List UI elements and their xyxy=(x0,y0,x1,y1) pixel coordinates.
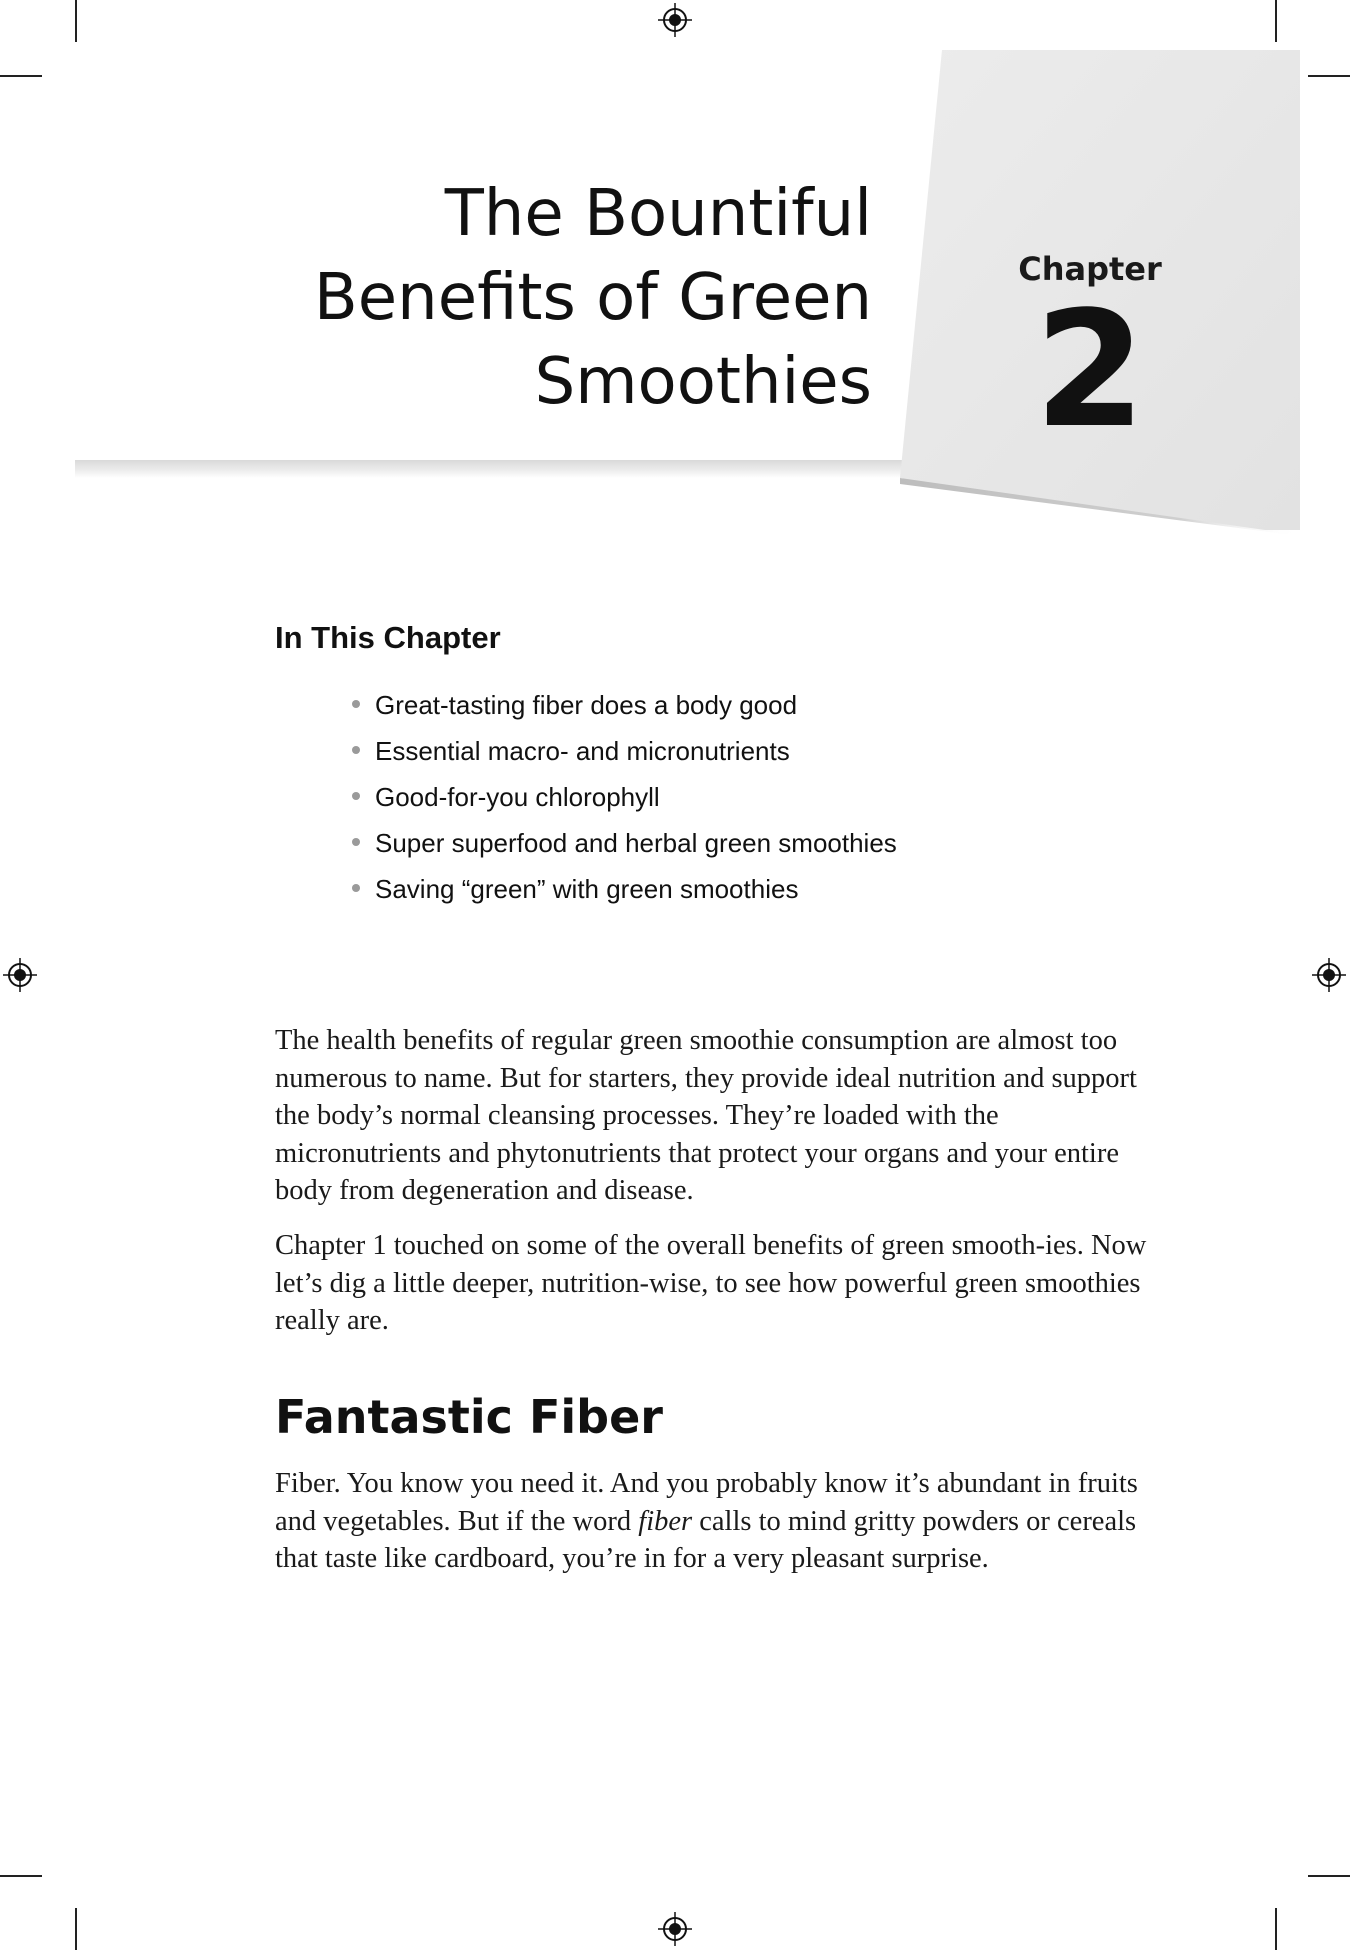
crop-mark xyxy=(75,1908,77,1950)
emphasized-word: fiber xyxy=(638,1505,693,1537)
registration-mark-icon xyxy=(1312,958,1346,992)
in-this-chapter-heading: In This Chapter xyxy=(275,620,501,655)
intro-paragraph: Chapter 1 touched on some of the overall benefits of green smooth-ies. Now let’s dig a little deeper, nutrition-wise, to see how powerful green smoothies really are. xyxy=(275,1230,1147,1336)
chapter-title-line: Smoothies xyxy=(534,345,872,419)
crop-mark xyxy=(0,75,42,77)
paragraph-text: calls to mind gritty powders or cereals that taste like cardboard, you’re in for a very pleasant surprise. xyxy=(275,1505,1137,1574)
list-item: Super superfood and herbal green smoothies xyxy=(352,820,897,866)
chapter-title-line: The Bountiful xyxy=(444,177,872,251)
section-paragraph xyxy=(275,1465,1155,1578)
crop-mark xyxy=(1308,1875,1350,1877)
registration-mark-icon xyxy=(3,958,37,992)
intro-paragraph: The health benefits of regular green smoothie consumption are almost too numerous to name. But for starters, they provide ideal nutrition and support the body’s normal cleansing processes. They’re loaded with the micronutrients and phytonutrients that protect your organs and your entire body from degeneration and disease. xyxy=(275,1025,1137,1206)
in-this-chapter-list xyxy=(352,682,897,912)
list-item: Great-tasting fiber does a body good xyxy=(352,682,897,728)
crop-mark xyxy=(1275,0,1277,42)
list-item: Good-for-you chlorophyll xyxy=(352,774,897,820)
crop-mark xyxy=(1308,75,1350,77)
registration-mark-icon xyxy=(658,3,692,37)
list-item: Essential macro- and micronutrients xyxy=(352,728,897,774)
paragraph-text: Fiber. You know you need it. And you probably know it’s abundant in fruits and vegetables. But if the word xyxy=(275,1468,1138,1537)
section-heading: Fantastic Fiber xyxy=(275,1390,663,1444)
registration-mark-icon xyxy=(658,1912,692,1946)
chapter-title xyxy=(252,172,872,424)
crop-mark xyxy=(75,0,77,42)
chapter-label: Chapter xyxy=(1018,250,1162,288)
chapter-number: 2 xyxy=(1034,276,1146,463)
crop-mark xyxy=(1275,1908,1277,1950)
chapter-title-line: Benefits of Green xyxy=(313,261,872,335)
list-item: Saving “green” with green smoothies xyxy=(352,866,897,912)
crop-mark xyxy=(0,1875,42,1877)
header-band xyxy=(75,460,915,478)
